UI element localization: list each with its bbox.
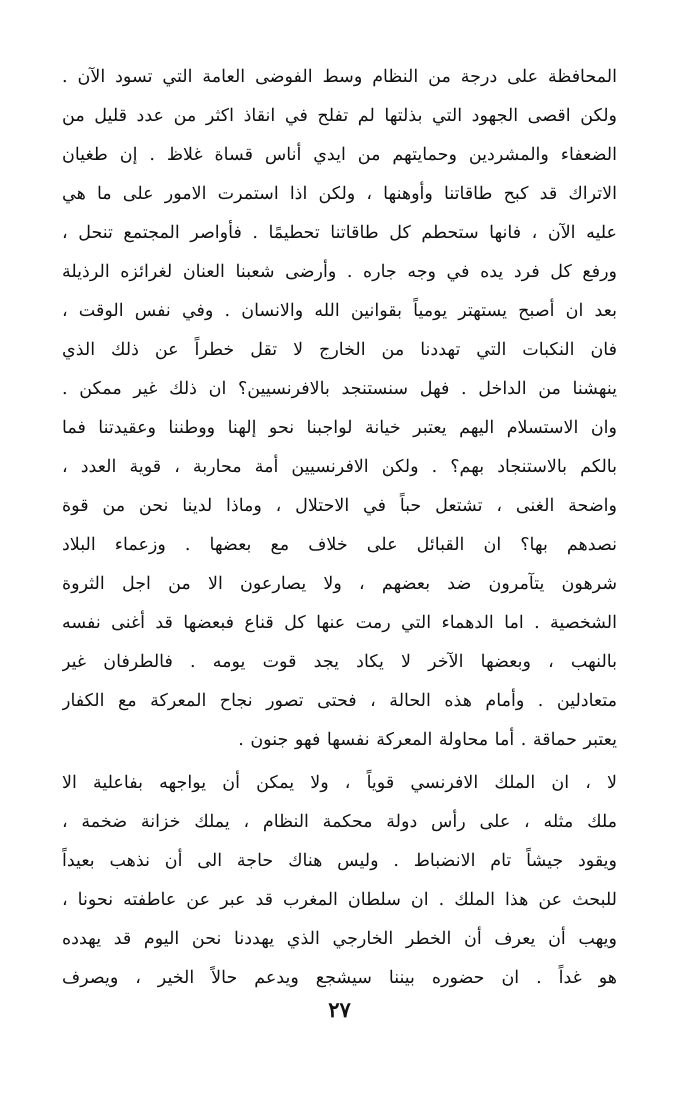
paragraph xyxy=(62,58,617,760)
text-line: يعتبر حماقة . أما محاولة المعركة نفسها فهو جنون . xyxy=(238,730,617,750)
text-line: الضعفاء والمشردين وحمايتهم من ايدي أناس قساة غلاظ . إن طغيان xyxy=(62,145,617,165)
text-line: ورفع كل فرد يده في وجه جاره . وأرضى شعبنا العنان لغرائزه الرذيلة xyxy=(62,262,617,282)
text-line: بالنهب ، وبعضها الآخر لا يكاد يجد قوت يومه . فالطرفان غير xyxy=(62,652,617,672)
text-line: ويهب أن يعرف أن الخطر الخارجي الذي يهددنا نحن اليوم قد يهدده xyxy=(62,929,617,949)
text-line: بعد ان أصبح يستهتر يومياً بقوانين الله والانسان . وفي نفس الوقت ، xyxy=(62,301,617,321)
paragraph xyxy=(62,764,617,998)
page-number: ٢٧ xyxy=(328,997,351,1022)
text-line: متعادلين . وأمام هذه الحالة ، فحتى تصور نجاح المعركة مع الكفار xyxy=(62,691,617,711)
body-text xyxy=(62,58,617,998)
text-line: وان الاستسلام اليهم يعتبر خيانة لواجبنا نحو إلهنا ووطننا وعقيدتنا فما xyxy=(62,418,617,438)
text-line: ملك مثله ، على رأس دولة محكمة النظام ، يملك خزانة ضخمة ، xyxy=(62,812,617,832)
text-line: المحافظة على درجة من النظام وسط الفوضى العامة التي تسود الآن . xyxy=(62,67,617,87)
text-line: للبحث عن هذا الملك . ان سلطان المغرب قد عبر عن عاطفته نحونا ، xyxy=(62,890,617,910)
text-line: عليه الآن ، فانها ستحطم كل طاقاتنا تحطيمًا . فأواصر المجتمع تنحل ، xyxy=(62,223,617,243)
text-line: ينهشنا من الداخل . فهل سنستنجد بالافرنسيين؟ ان ذلك غير ممكن . xyxy=(62,379,617,399)
text-line: ولكن اقصى الجهود التي بذلتها لم تفلح في انقاذ اكثر من عدد قليل من xyxy=(62,106,617,126)
text-line: الشخصية . اما الدهماء التي رمت عنها كل قناع فبعضها قد أغنى نفسه xyxy=(62,613,617,633)
text-line: لا ، ان الملك الافرنسي قوياً ، ولا يمكن أن يواجهه بفاعلية الا xyxy=(62,773,617,793)
text-line: ويقود جيشاً تام الانضباط . وليس هناك حاجة الى أن نذهب بعيداً xyxy=(62,851,617,871)
text-line: شرهون يتآمرون ضد بعضهم ، ولا يصارعون الا من اجل الثروة xyxy=(62,574,617,594)
text-line: نصدهم بها؟ ان القبائل على خلاف مع بعضها . وزعماء البلاد xyxy=(62,535,617,555)
text-line: واضحة الغنى ، تشتعل حباً في الاحتلال ، وماذا لدينا نحن من قوة xyxy=(62,496,617,516)
text-line: هو غداً . ان حضوره بيننا سيشجع ويدعم حالاً الخير ، ويصرف xyxy=(62,968,617,988)
text-line: بالكم بالاستنجاد بهم؟ . ولكن الافرنسيين أمة محاربة ، قوية العدد ، xyxy=(62,457,617,477)
text-line: فان النكبات التي تهددنا من الخارج لا تقل خطراً عن ذلك الذي xyxy=(62,340,617,360)
text-line: الاتراك قد كبح طاقاتنا وأوهنها ، ولكن اذا استمرت الامور على ما هي xyxy=(62,184,617,204)
